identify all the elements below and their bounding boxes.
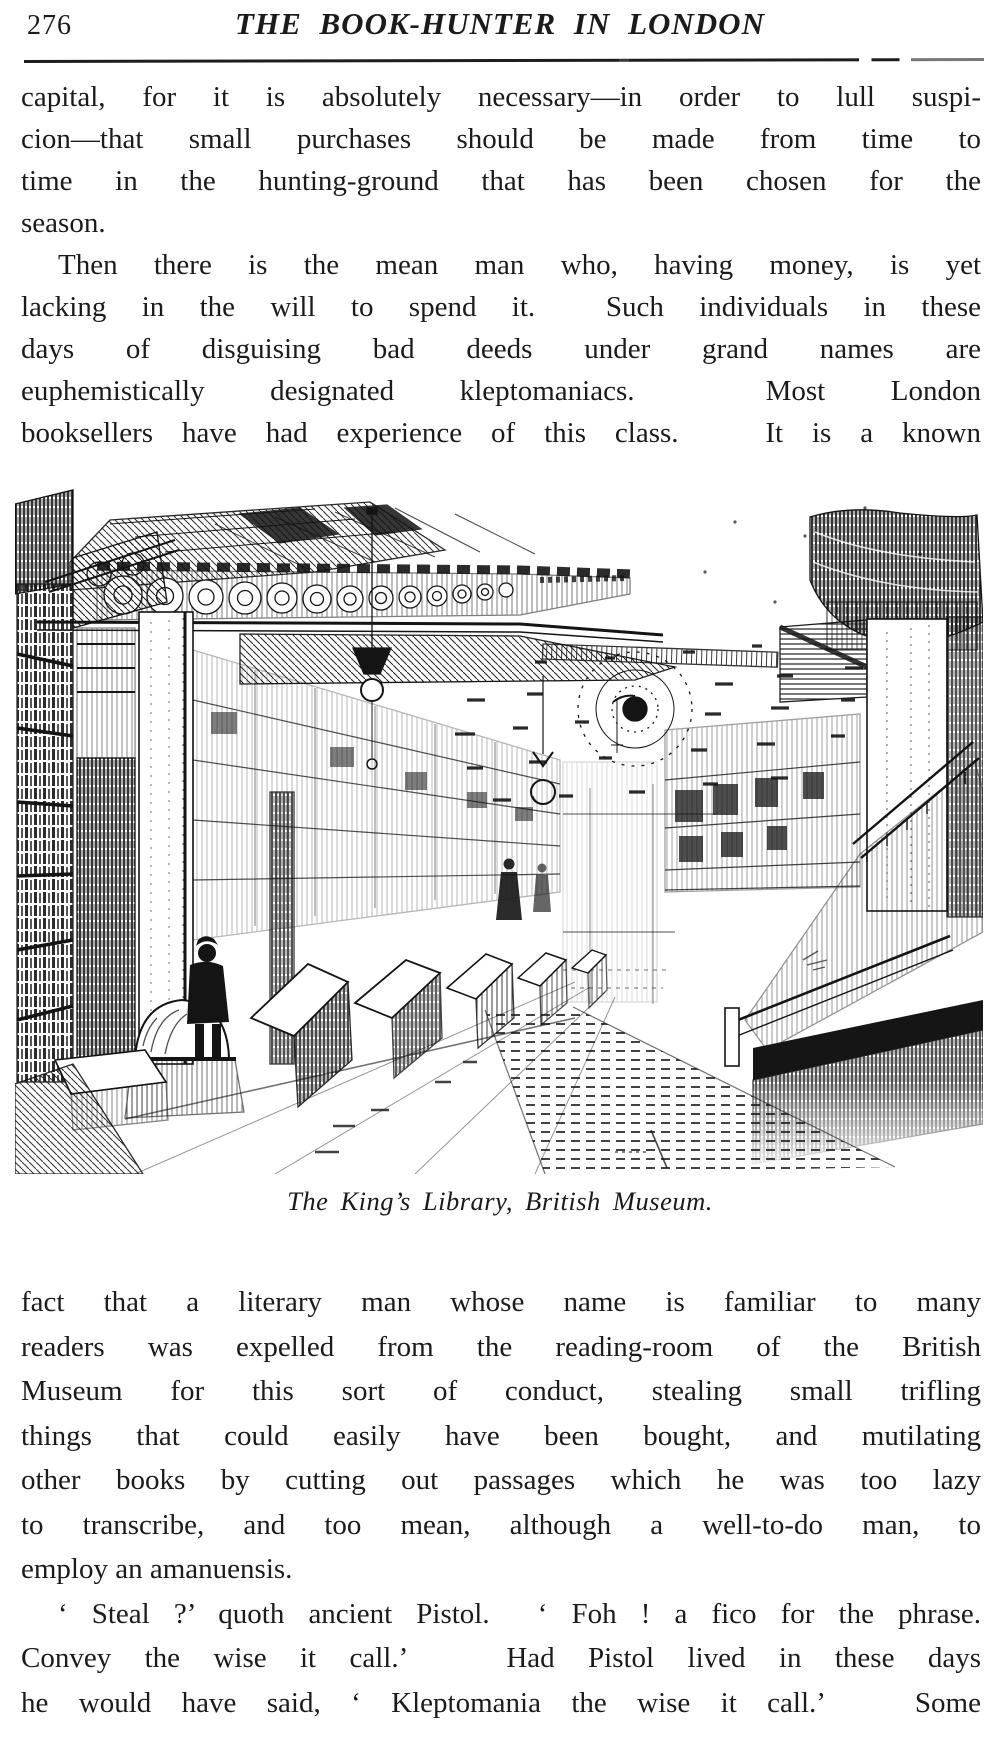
paragraph [21, 76, 981, 244]
text-line: things that could easily have been bought, and mutilating [21, 1419, 981, 1452]
text-line: euphemistically designated kleptomaniacs. Most London [21, 375, 981, 407]
text-line: cion—that small purchases should be made from time to [21, 123, 981, 155]
running-title: THE BOOK-HUNTER IN LONDON [235, 6, 765, 41]
text-line: capital, for it is absolutely necessary—in order to lull suspi- [21, 81, 981, 113]
header-rule [24, 58, 984, 63]
paragraph [21, 244, 981, 454]
text-block-lower [21, 1280, 981, 1725]
text-line: Museum for this sort of conduct, stealing small trifling [21, 1375, 981, 1407]
text-line: season. [21, 207, 106, 239]
text-line: readers was expelled from the reading-room of the British [21, 1330, 981, 1363]
illustration-caption: The King’s Library, British Museum. [287, 1186, 713, 1216]
paragraph [21, 1280, 981, 1592]
text-line: time in the hunting-ground that has been chosen for the [21, 165, 981, 197]
kings-library-engraving [15, 462, 983, 1174]
text-line: ‘ Steal ?’ quoth ancient Pistol. ‘ Foh ! a fico for the phrase. [58, 1597, 981, 1630]
text-line: employ an amanuensis. [21, 1553, 293, 1585]
text-line: fact that a literary man whose name is familiar to many [21, 1286, 981, 1318]
text-line: Then there is the mean man who, having money, is yet [58, 249, 981, 281]
text-block-upper [21, 76, 981, 454]
text-line: he would have said, ‘ Kleptomania the wise it call.’ Some [21, 1686, 981, 1719]
text-line: booksellers have had experience of this class. It is a known [21, 417, 981, 449]
text-line: to transcribe, and too mean, although a well-to-do man, to [21, 1508, 981, 1541]
hanging-lamp [611, 700, 623, 753]
paragraph [21, 1592, 981, 1726]
text-line: Convey the wise it call.’ Had Pistol lived in these days [21, 1642, 981, 1674]
text-line: lacking in the will to spend it. Such individuals in these [21, 291, 981, 323]
page-number: 276 [27, 10, 72, 41]
engraving-art [15, 490, 983, 1174]
text-line: days of disguising bad deeds under grand names are [21, 333, 981, 365]
text-line: other books by cutting out passages which he was too lazy [21, 1464, 981, 1496]
